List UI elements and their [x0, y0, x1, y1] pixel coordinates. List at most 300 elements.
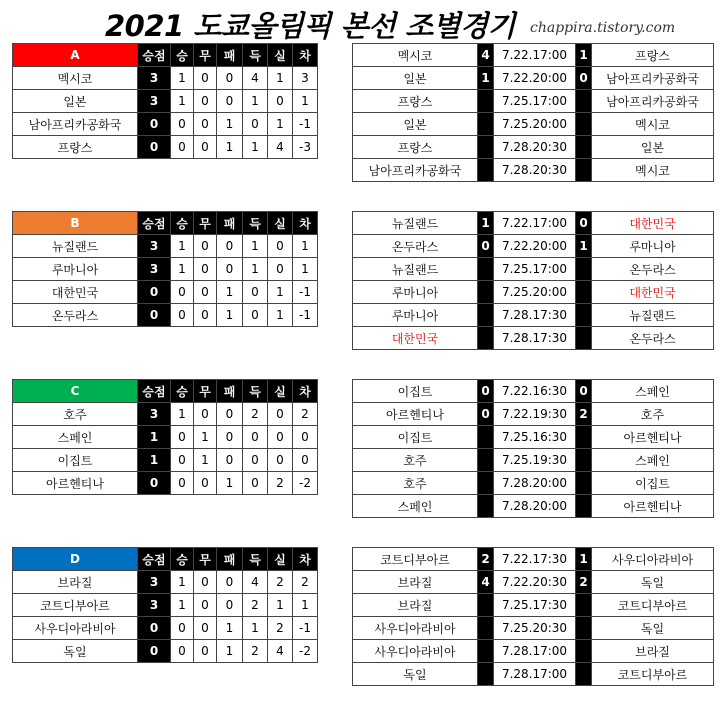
column-header: 차 — [293, 548, 318, 571]
away-team: 호주 — [592, 403, 714, 426]
standings-table — [12, 211, 318, 327]
team-name: 아르헨티나 — [13, 472, 138, 495]
stat-cell-l: 1 — [217, 113, 243, 136]
away-score: 0 — [576, 212, 592, 235]
stat-cell-w: 1 — [171, 403, 194, 426]
home-team: 스페인 — [353, 495, 478, 518]
match-row — [353, 67, 714, 90]
column-header: 무 — [194, 548, 217, 571]
stat-cell-gf: 2 — [243, 640, 268, 663]
match-date: 7.22.19:30 — [494, 403, 576, 426]
stat-cell-w: 0 — [171, 472, 194, 495]
home-team: 루마니아 — [353, 281, 478, 304]
stat-cell-l: 0 — [217, 90, 243, 113]
home-team: 브라질 — [353, 594, 478, 617]
away-team: 프랑스 — [592, 44, 714, 67]
away-score — [576, 113, 592, 136]
column-header: 승점 — [138, 212, 171, 235]
away-team: 루마니아 — [592, 235, 714, 258]
column-header: 실 — [268, 212, 293, 235]
stat-cell-ga: 1 — [268, 113, 293, 136]
stat-cell-w: 1 — [171, 67, 194, 90]
away-score: 0 — [576, 380, 592, 403]
stat-cell-gd: -1 — [293, 617, 318, 640]
away-team: 남아프리카공화국 — [592, 90, 714, 113]
home-team: 브라질 — [353, 571, 478, 594]
home-team: 프랑스 — [353, 136, 478, 159]
home-score — [478, 113, 494, 136]
matches-table — [352, 43, 714, 182]
stat-cell-ga: 1 — [268, 67, 293, 90]
stat-cell-gf: 4 — [243, 67, 268, 90]
away-score — [576, 495, 592, 518]
away-score — [576, 136, 592, 159]
standings-row — [13, 113, 318, 136]
match-row — [353, 113, 714, 136]
away-team: 독일 — [592, 617, 714, 640]
away-team: 아르헨티나 — [592, 426, 714, 449]
matches-table — [352, 379, 714, 518]
home-score — [478, 327, 494, 350]
stat-cell-gd: -2 — [293, 472, 318, 495]
column-header: 승 — [171, 380, 194, 403]
home-score: 0 — [478, 403, 494, 426]
stat-cell-gd: 1 — [293, 90, 318, 113]
stat-cell-l: 0 — [217, 426, 243, 449]
away-score: 1 — [576, 235, 592, 258]
page-title: 2021 도쿄올림픽 본선 조별경기 — [105, 9, 516, 43]
stat-cell-gf: 1 — [243, 136, 268, 159]
stat-cell-ga: 4 — [268, 640, 293, 663]
away-team: 코트디부아르 — [592, 663, 714, 686]
group-label: C — [13, 380, 138, 403]
home-score — [478, 472, 494, 495]
stat-cell-gf: 2 — [243, 594, 268, 617]
home-team: 일본 — [353, 113, 478, 136]
standings-row — [13, 617, 318, 640]
stat-cell-w: 0 — [171, 304, 194, 327]
matches-table — [352, 547, 714, 686]
column-header: 승점 — [138, 44, 171, 67]
standings-table — [12, 379, 318, 495]
away-team: 온두라스 — [592, 327, 714, 350]
team-name: 프랑스 — [13, 136, 138, 159]
stat-cell-gd: 2 — [293, 403, 318, 426]
points-cell: 3 — [138, 258, 171, 281]
stat-cell-ga: 0 — [268, 403, 293, 426]
team-name: 사우디아라비아 — [13, 617, 138, 640]
match-date: 7.25.20:00 — [494, 281, 576, 304]
home-team: 사우디아라비아 — [353, 617, 478, 640]
match-date: 7.22.17:00 — [494, 212, 576, 235]
stat-cell-gd: -1 — [293, 281, 318, 304]
stat-cell-ga: 2 — [268, 571, 293, 594]
away-score — [576, 472, 592, 495]
stat-cell-gf: 0 — [243, 449, 268, 472]
home-score: 2 — [478, 548, 494, 571]
match-row — [353, 403, 714, 426]
standings-row — [13, 426, 318, 449]
stat-cell-d: 0 — [194, 594, 217, 617]
team-name: 루마니아 — [13, 258, 138, 281]
stat-cell-l: 0 — [217, 67, 243, 90]
standings-row — [13, 281, 318, 304]
column-header: 무 — [194, 380, 217, 403]
away-score — [576, 304, 592, 327]
home-score — [478, 159, 494, 182]
home-score: 0 — [478, 380, 494, 403]
home-team: 아르헨티나 — [353, 403, 478, 426]
points-cell: 1 — [138, 426, 171, 449]
away-score — [576, 640, 592, 663]
stat-cell-ga: 2 — [268, 472, 293, 495]
away-score — [576, 90, 592, 113]
away-score — [576, 159, 592, 182]
column-header: 차 — [293, 44, 318, 67]
stat-cell-gd: 1 — [293, 235, 318, 258]
match-date: 7.28.20:30 — [494, 159, 576, 182]
match-date: 7.28.17:30 — [494, 304, 576, 327]
stat-cell-gf: 1 — [243, 258, 268, 281]
stat-cell-gd: -2 — [293, 640, 318, 663]
match-row — [353, 449, 714, 472]
match-date: 7.25.17:00 — [494, 90, 576, 113]
standings-table — [12, 43, 318, 159]
stat-cell-ga: 1 — [268, 594, 293, 617]
standings-row — [13, 594, 318, 617]
stat-cell-gf: 1 — [243, 90, 268, 113]
away-score — [576, 449, 592, 472]
match-date: 7.22.20:00 — [494, 67, 576, 90]
home-team: 멕시코 — [353, 44, 478, 67]
stat-cell-gd: -3 — [293, 136, 318, 159]
stat-cell-d: 0 — [194, 258, 217, 281]
away-team: 아르헨티나 — [592, 495, 714, 518]
home-score — [478, 640, 494, 663]
stat-cell-w: 0 — [171, 136, 194, 159]
match-row — [353, 571, 714, 594]
away-score — [576, 594, 592, 617]
away-score — [576, 327, 592, 350]
team-name: 호주 — [13, 403, 138, 426]
stat-cell-d: 0 — [194, 235, 217, 258]
home-score: 1 — [478, 67, 494, 90]
home-team: 코트디부아르 — [353, 548, 478, 571]
stat-cell-l: 1 — [217, 136, 243, 159]
stat-cell-w: 0 — [171, 617, 194, 640]
column-header: 차 — [293, 212, 318, 235]
home-score — [478, 617, 494, 640]
standings-row — [13, 90, 318, 113]
match-date: 7.22.17:00 — [494, 44, 576, 67]
column-header: 득 — [243, 548, 268, 571]
stat-cell-gf: 0 — [243, 426, 268, 449]
home-team: 독일 — [353, 663, 478, 686]
match-date: 7.25.17:30 — [494, 594, 576, 617]
stat-cell-gf: 4 — [243, 571, 268, 594]
column-header: 패 — [217, 212, 243, 235]
match-row — [353, 327, 714, 350]
column-header: 승점 — [138, 380, 171, 403]
standings-header-row — [13, 380, 318, 403]
stat-cell-d: 0 — [194, 571, 217, 594]
away-team: 온두라스 — [592, 258, 714, 281]
standings-row — [13, 403, 318, 426]
points-cell: 0 — [138, 617, 171, 640]
away-team: 사우디아라비아 — [592, 548, 714, 571]
stat-cell-gf: 0 — [243, 472, 268, 495]
home-team: 대한민국 — [353, 327, 478, 350]
stat-cell-l: 0 — [217, 449, 243, 472]
points-cell: 3 — [138, 235, 171, 258]
stat-cell-w: 1 — [171, 90, 194, 113]
stat-cell-l: 1 — [217, 617, 243, 640]
stat-cell-l: 0 — [217, 258, 243, 281]
match-date: 7.22.17:30 — [494, 548, 576, 571]
stat-cell-l: 1 — [217, 640, 243, 663]
match-date: 7.28.17:00 — [494, 663, 576, 686]
stat-cell-d: 0 — [194, 403, 217, 426]
standings-row — [13, 235, 318, 258]
match-row — [353, 90, 714, 113]
home-score: 1 — [478, 212, 494, 235]
stat-cell-d: 1 — [194, 449, 217, 472]
match-date: 7.28.20:30 — [494, 136, 576, 159]
standings-row — [13, 304, 318, 327]
away-team: 대한민국 — [592, 281, 714, 304]
match-row — [353, 159, 714, 182]
stat-cell-d: 0 — [194, 640, 217, 663]
points-cell: 3 — [138, 594, 171, 617]
column-header: 실 — [268, 380, 293, 403]
home-team: 남아프리카공화국 — [353, 159, 478, 182]
home-team: 루마니아 — [353, 304, 478, 327]
away-team: 대한민국 — [592, 212, 714, 235]
points-cell: 3 — [138, 90, 171, 113]
stat-cell-l: 1 — [217, 304, 243, 327]
match-row — [353, 212, 714, 235]
points-cell: 0 — [138, 113, 171, 136]
match-date: 7.25.17:00 — [494, 258, 576, 281]
stat-cell-d: 0 — [194, 281, 217, 304]
match-date: 7.25.20:30 — [494, 617, 576, 640]
standings-row — [13, 67, 318, 90]
stat-cell-w: 1 — [171, 594, 194, 617]
stat-cell-d: 1 — [194, 426, 217, 449]
team-name: 뉴질랜드 — [13, 235, 138, 258]
site-watermark: chappira.tistory.com — [530, 20, 676, 36]
matches-table — [352, 211, 714, 350]
stat-cell-gf: 0 — [243, 281, 268, 304]
home-score — [478, 426, 494, 449]
away-score: 2 — [576, 571, 592, 594]
home-score — [478, 304, 494, 327]
stat-cell-w: 0 — [171, 449, 194, 472]
match-row — [353, 258, 714, 281]
away-team: 남아프리카공화국 — [592, 67, 714, 90]
standings-row — [13, 472, 318, 495]
match-row — [353, 426, 714, 449]
home-score — [478, 663, 494, 686]
stat-cell-ga: 1 — [268, 281, 293, 304]
home-score: 4 — [478, 44, 494, 67]
column-header: 패 — [217, 548, 243, 571]
column-header: 무 — [194, 44, 217, 67]
away-team: 독일 — [592, 571, 714, 594]
column-header: 승 — [171, 548, 194, 571]
stat-cell-gd: 0 — [293, 449, 318, 472]
away-score: 1 — [576, 44, 592, 67]
match-row — [353, 304, 714, 327]
stat-cell-w: 0 — [171, 113, 194, 136]
stat-cell-d: 0 — [194, 113, 217, 136]
match-row — [353, 136, 714, 159]
column-header: 득 — [243, 380, 268, 403]
stat-cell-gf: 1 — [243, 235, 268, 258]
stat-cell-l: 0 — [217, 571, 243, 594]
match-row — [353, 495, 714, 518]
column-header: 차 — [293, 380, 318, 403]
stat-cell-gf: 0 — [243, 113, 268, 136]
team-name: 온두라스 — [13, 304, 138, 327]
standings-row — [13, 258, 318, 281]
stat-cell-gf: 1 — [243, 617, 268, 640]
match-row — [353, 44, 714, 67]
match-date: 7.22.16:30 — [494, 380, 576, 403]
group-label: B — [13, 212, 138, 235]
team-name: 남아프리카공화국 — [13, 113, 138, 136]
points-cell: 0 — [138, 640, 171, 663]
stat-cell-d: 0 — [194, 617, 217, 640]
match-date: 7.28.20:00 — [494, 495, 576, 518]
standings-row — [13, 136, 318, 159]
away-score — [576, 426, 592, 449]
match-date: 7.28.20:00 — [494, 472, 576, 495]
away-team: 브라질 — [592, 640, 714, 663]
points-cell: 0 — [138, 136, 171, 159]
home-score — [478, 495, 494, 518]
stat-cell-l: 1 — [217, 472, 243, 495]
home-team: 뉴질랜드 — [353, 212, 478, 235]
away-team: 이집트 — [592, 472, 714, 495]
away-score: 1 — [576, 548, 592, 571]
stat-cell-ga: 4 — [268, 136, 293, 159]
match-row — [353, 472, 714, 495]
column-header: 패 — [217, 380, 243, 403]
stat-cell-w: 1 — [171, 571, 194, 594]
team-name: 멕시코 — [13, 67, 138, 90]
team-name: 이집트 — [13, 449, 138, 472]
away-team: 일본 — [592, 136, 714, 159]
column-header: 득 — [243, 212, 268, 235]
column-header: 실 — [268, 548, 293, 571]
group-label: A — [13, 44, 138, 67]
home-score: 0 — [478, 235, 494, 258]
stat-cell-gf: 0 — [243, 304, 268, 327]
match-row — [353, 380, 714, 403]
home-score — [478, 594, 494, 617]
match-date: 7.25.16:30 — [494, 426, 576, 449]
stat-cell-d: 0 — [194, 472, 217, 495]
team-name: 독일 — [13, 640, 138, 663]
column-header: 득 — [243, 44, 268, 67]
away-score — [576, 258, 592, 281]
points-cell: 3 — [138, 403, 171, 426]
standings-row — [13, 571, 318, 594]
away-score — [576, 663, 592, 686]
stat-cell-gd: 1 — [293, 258, 318, 281]
away-team: 멕시코 — [592, 159, 714, 182]
team-name: 대한민국 — [13, 281, 138, 304]
stat-cell-gf: 2 — [243, 403, 268, 426]
stat-cell-ga: 2 — [268, 617, 293, 640]
points-cell: 3 — [138, 571, 171, 594]
home-score — [478, 281, 494, 304]
column-header: 무 — [194, 212, 217, 235]
standings-header-row — [13, 548, 318, 571]
match-date: 7.22.20:00 — [494, 235, 576, 258]
stat-cell-ga: 1 — [268, 304, 293, 327]
stat-cell-gd: -1 — [293, 113, 318, 136]
away-team: 코트디부아르 — [592, 594, 714, 617]
home-team: 이집트 — [353, 380, 478, 403]
column-header: 실 — [268, 44, 293, 67]
away-score: 0 — [576, 67, 592, 90]
home-score: 4 — [478, 571, 494, 594]
away-team: 스페인 — [592, 380, 714, 403]
stat-cell-d: 0 — [194, 67, 217, 90]
home-team: 호주 — [353, 472, 478, 495]
home-team: 뉴질랜드 — [353, 258, 478, 281]
home-score — [478, 90, 494, 113]
match-date: 7.28.17:30 — [494, 327, 576, 350]
stat-cell-gd: 0 — [293, 426, 318, 449]
points-cell: 3 — [138, 67, 171, 90]
stat-cell-ga: 0 — [268, 235, 293, 258]
stat-cell-ga: 0 — [268, 258, 293, 281]
team-name: 브라질 — [13, 571, 138, 594]
team-name: 코트디부아르 — [13, 594, 138, 617]
stat-cell-gd: 2 — [293, 571, 318, 594]
stat-cell-l: 1 — [217, 281, 243, 304]
standings-header-row — [13, 44, 318, 67]
stat-cell-gd: 3 — [293, 67, 318, 90]
home-team: 프랑스 — [353, 90, 478, 113]
stat-cell-l: 0 — [217, 403, 243, 426]
match-row — [353, 663, 714, 686]
match-date: 7.25.19:30 — [494, 449, 576, 472]
column-header: 승점 — [138, 548, 171, 571]
column-header: 승 — [171, 212, 194, 235]
away-score — [576, 281, 592, 304]
points-cell: 0 — [138, 472, 171, 495]
stat-cell-l: 0 — [217, 594, 243, 617]
away-team: 스페인 — [592, 449, 714, 472]
standings-header-row — [13, 212, 318, 235]
stat-cell-ga: 0 — [268, 90, 293, 113]
stat-cell-ga: 0 — [268, 449, 293, 472]
away-score: 2 — [576, 403, 592, 426]
match-date: 7.22.20:30 — [494, 571, 576, 594]
points-cell: 0 — [138, 281, 171, 304]
column-header: 승 — [171, 44, 194, 67]
match-date: 7.25.20:00 — [494, 113, 576, 136]
stat-cell-ga: 0 — [268, 426, 293, 449]
home-team: 이집트 — [353, 426, 478, 449]
match-row — [353, 281, 714, 304]
stat-cell-w: 1 — [171, 235, 194, 258]
home-score — [478, 258, 494, 281]
